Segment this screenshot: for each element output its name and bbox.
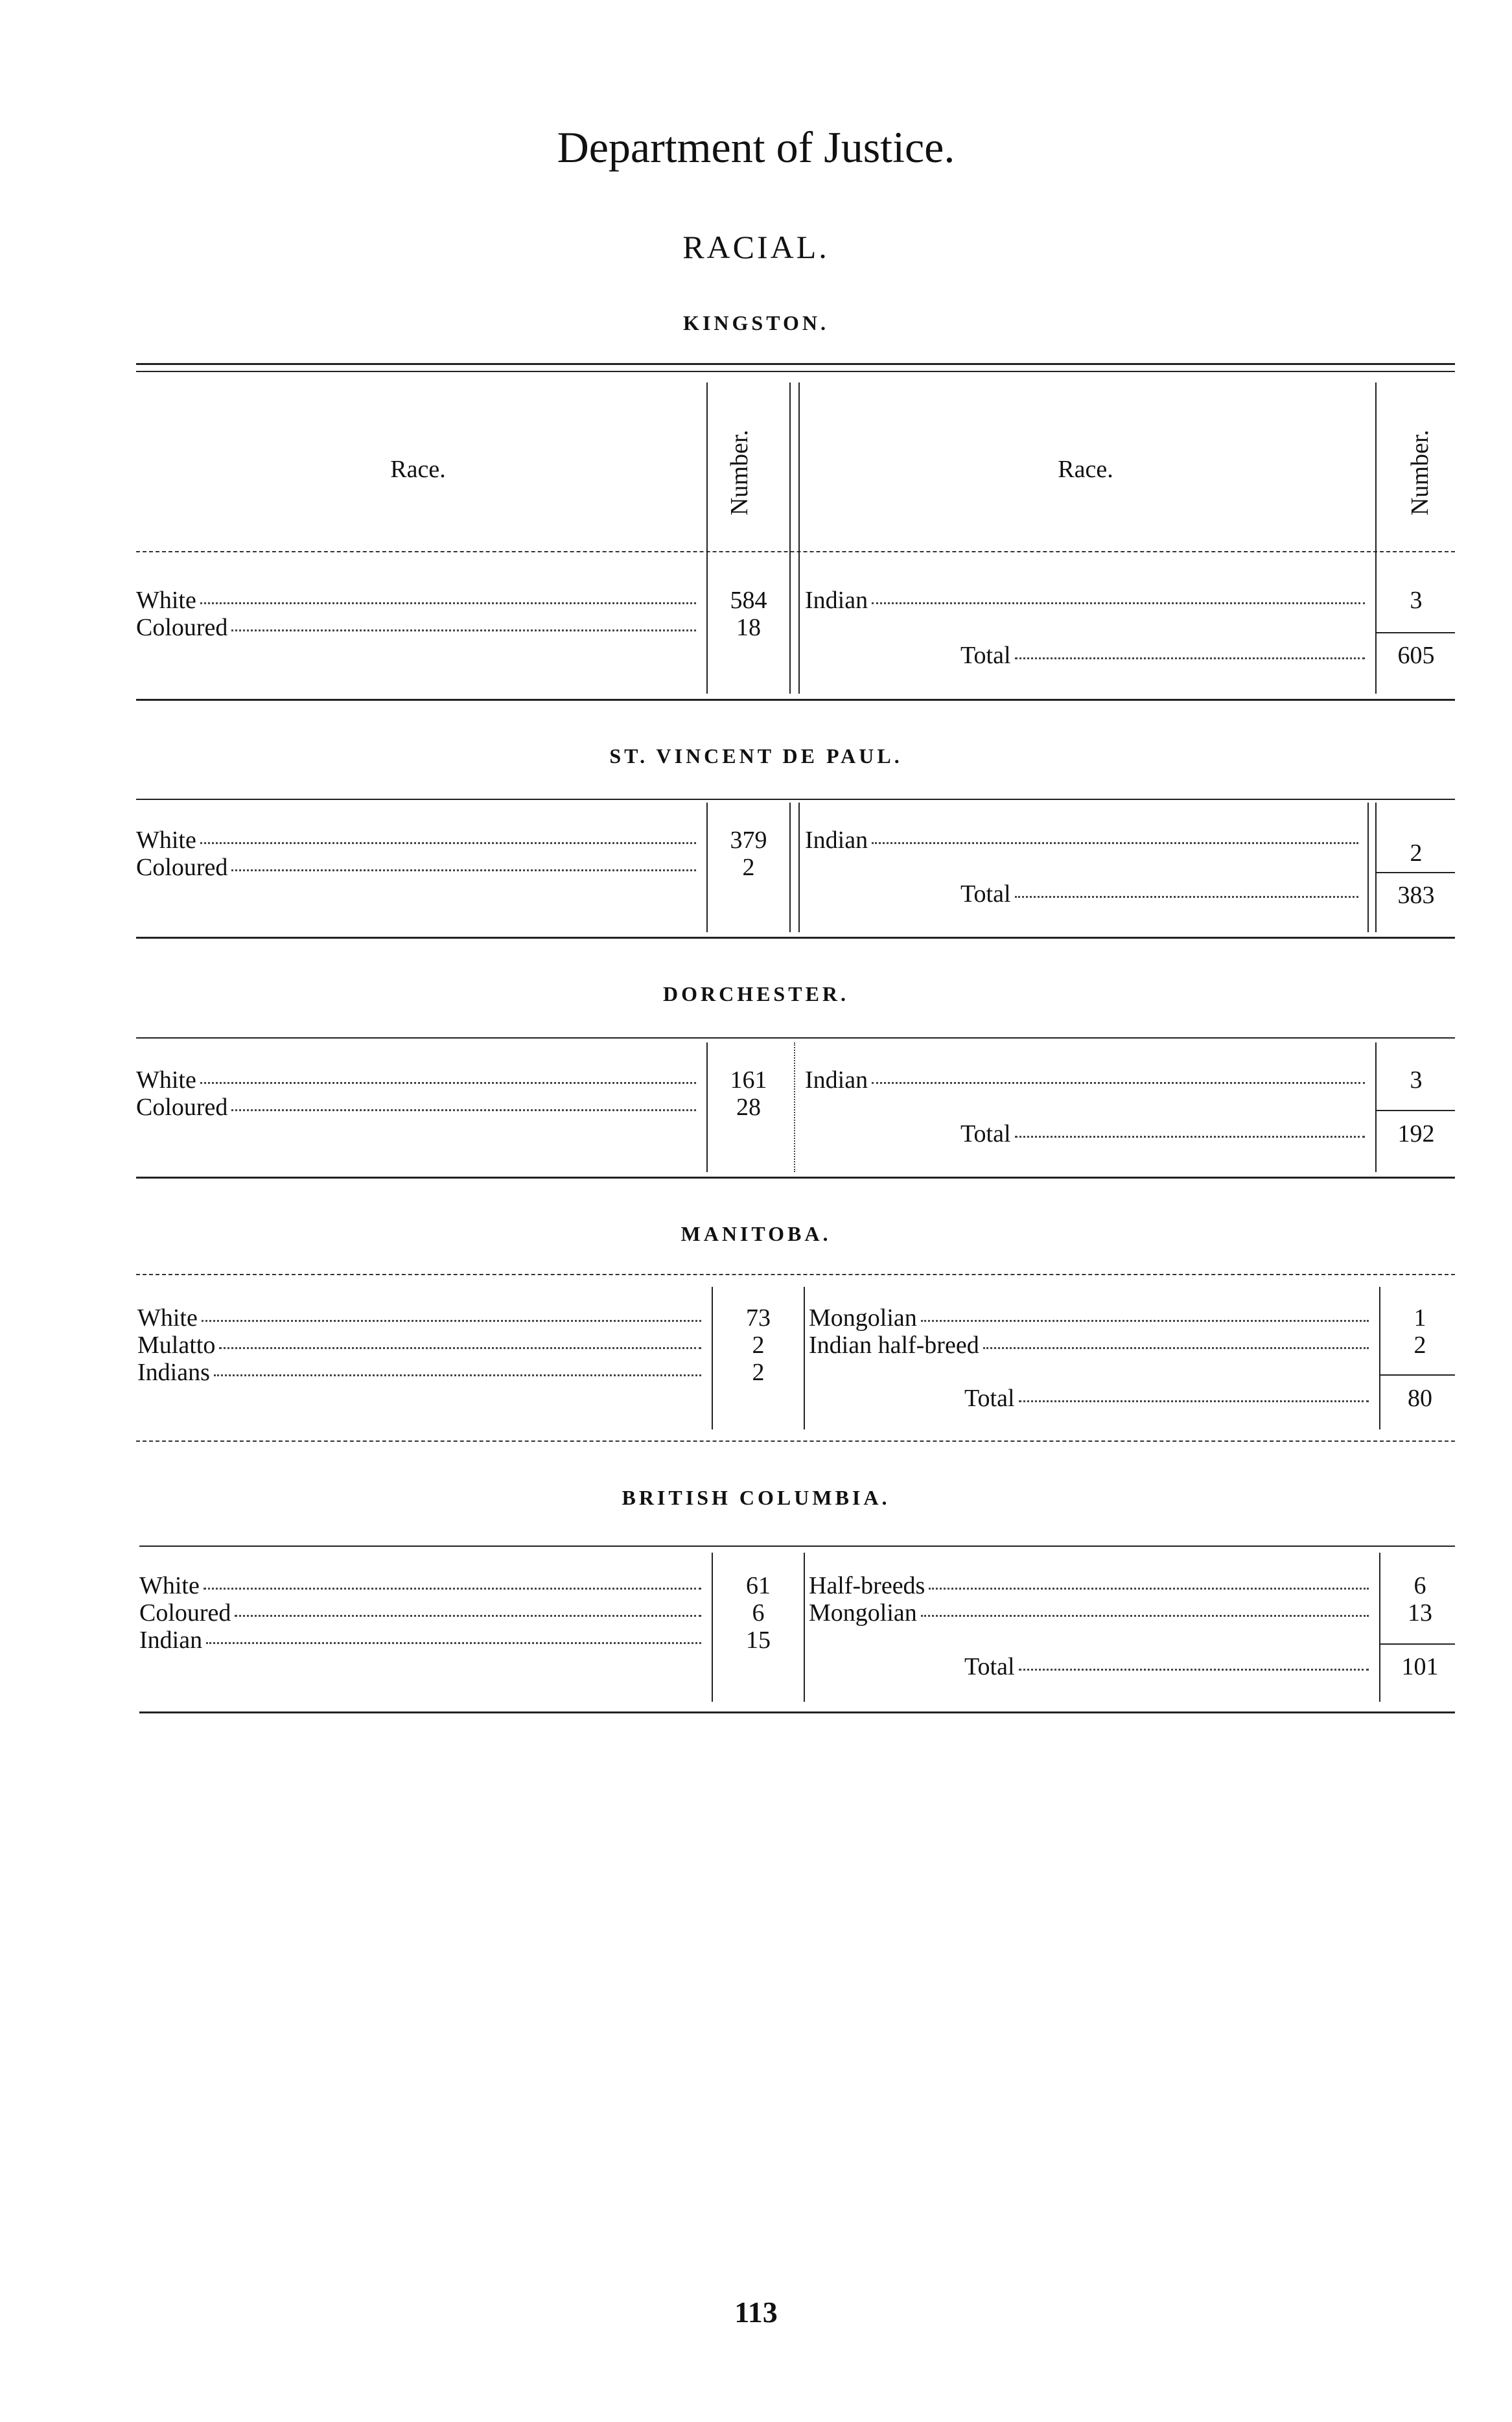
leader-dots <box>206 1642 701 1644</box>
table-row <box>136 1094 700 1121</box>
leader-dots <box>202 1320 701 1322</box>
leader-dots <box>1015 1136 1365 1138</box>
number-value: 61 <box>746 1572 771 1599</box>
number-value: 6 <box>1413 1572 1426 1599</box>
table-top-rule <box>136 363 1455 365</box>
number-value: 73 <box>746 1304 771 1332</box>
table-bottom-rule <box>136 937 1455 939</box>
leader-dots <box>1015 657 1365 659</box>
table-row <box>809 1599 1373 1627</box>
race-label: Mongolian <box>809 1599 917 1627</box>
leader-dots <box>921 1320 1369 1322</box>
table-row <box>136 827 700 854</box>
leader-dots <box>214 1374 701 1376</box>
number-value: 13 <box>1408 1599 1432 1627</box>
race-label: Mongolian <box>809 1304 917 1332</box>
number-value: 379 <box>730 827 767 854</box>
leader-dots <box>219 1347 701 1349</box>
race-label: Half-breeds <box>809 1572 925 1599</box>
number-value: 18 <box>736 614 761 641</box>
section-title-british-columbia: BRITISH COLUMBIA. <box>622 1486 890 1509</box>
leader-dots <box>204 1588 701 1590</box>
column-divider <box>1379 1553 1380 1702</box>
total-rule <box>1379 1643 1455 1645</box>
race-label: Coloured <box>136 614 228 641</box>
race-label: Indian <box>805 1066 868 1094</box>
column-divider <box>706 382 708 694</box>
table-bottom-rule <box>136 1177 1455 1179</box>
column-divider <box>706 803 708 932</box>
table-row <box>809 1304 1373 1332</box>
race-label: White <box>137 1304 198 1332</box>
total-row <box>809 1385 1373 1412</box>
leader-dots <box>1019 1400 1369 1402</box>
section-title-kingston: KINGSTON. <box>683 311 829 335</box>
leader-dots <box>872 1082 1365 1084</box>
table-bottom-rule <box>136 1440 1455 1442</box>
column-divider <box>1367 803 1369 932</box>
number-value: 584 <box>730 587 767 614</box>
leader-dots <box>983 1347 1369 1349</box>
leader-dots <box>231 629 696 631</box>
table-top-rule-inner <box>136 371 1455 372</box>
leader-dots <box>200 842 696 844</box>
number-value: 2 <box>742 854 755 881</box>
race-label: Coloured <box>136 1094 228 1121</box>
race-label: Indian <box>139 1627 203 1654</box>
table-row <box>136 587 700 614</box>
race-label: Mulatto <box>137 1332 216 1359</box>
leader-dots <box>231 869 696 871</box>
table-row <box>136 1066 700 1094</box>
table-row <box>805 827 1362 854</box>
number-value: 15 <box>746 1627 771 1654</box>
table-top-rule <box>139 1546 1455 1547</box>
total-rule <box>1375 632 1455 633</box>
table-row <box>137 1359 705 1386</box>
total-row <box>809 1653 1373 1680</box>
race-label: White <box>139 1572 200 1599</box>
leader-dots <box>231 1109 696 1111</box>
header-rule <box>136 551 1455 552</box>
leader-dots <box>872 602 1365 604</box>
race-label: Indian <box>805 587 868 614</box>
table-row <box>139 1627 705 1654</box>
table-bottom-rule <box>136 699 1455 701</box>
column-divider <box>804 1553 805 1702</box>
table-row <box>809 1572 1373 1599</box>
column-divider <box>1375 1042 1377 1172</box>
header-race-right: Race. <box>1058 456 1113 483</box>
number-value: 161 <box>730 1066 767 1094</box>
race-label: Indian half-breed <box>809 1332 979 1359</box>
leader-dots <box>200 602 696 604</box>
table-top-rule <box>136 799 1455 800</box>
total-row <box>805 642 1369 669</box>
column-divider <box>798 382 800 694</box>
total-rule <box>1375 872 1455 873</box>
number-value: 3 <box>1410 1066 1423 1094</box>
leader-dots <box>200 1082 696 1084</box>
table-row <box>805 587 1369 614</box>
column-divider <box>1375 803 1377 932</box>
total-value: 80 <box>1408 1385 1432 1412</box>
number-value: 2 <box>1410 840 1423 867</box>
number-value: 2 <box>752 1332 765 1359</box>
page-title: Department of Justice. <box>557 123 955 172</box>
table-row <box>805 1066 1369 1094</box>
table-row <box>136 854 700 881</box>
table-row <box>137 1332 705 1359</box>
total-value: 605 <box>1397 642 1435 669</box>
race-label: Coloured <box>136 854 228 881</box>
total-label: Total <box>960 642 1011 669</box>
header-race-left: Race. <box>390 456 446 483</box>
race-label: White <box>136 827 196 854</box>
total-label: Total <box>960 1120 1011 1147</box>
column-divider <box>789 382 791 694</box>
column-divider <box>712 1287 713 1429</box>
table-row <box>139 1572 705 1599</box>
section-title-st-vincent-de-paul: ST. VINCENT DE PAUL. <box>609 744 903 768</box>
number-value: 1 <box>1413 1304 1426 1332</box>
total-value: 192 <box>1397 1120 1435 1147</box>
table-row <box>136 614 700 641</box>
race-label: White <box>136 1066 196 1094</box>
table-row <box>139 1599 705 1627</box>
race-label: Coloured <box>139 1599 231 1627</box>
table-top-rule <box>136 1037 1455 1039</box>
leader-dots <box>921 1615 1369 1617</box>
number-value: 2 <box>1413 1332 1426 1359</box>
table-row <box>137 1304 705 1332</box>
column-divider <box>706 1042 708 1172</box>
column-divider <box>712 1553 713 1702</box>
total-row <box>805 1120 1369 1147</box>
section-title-dorchester: DORCHESTER. <box>662 982 850 1005</box>
number-value: 28 <box>736 1094 761 1121</box>
table-top-rule <box>136 1274 1455 1275</box>
leader-dots <box>872 842 1358 844</box>
leader-dots <box>235 1615 701 1617</box>
column-divider <box>1375 382 1377 694</box>
column-divider <box>789 803 791 932</box>
total-label: Total <box>960 880 1011 908</box>
column-divider <box>804 1287 805 1429</box>
leader-dots <box>1015 896 1358 898</box>
header-number-right: Number. <box>1406 430 1434 515</box>
column-divider <box>794 1042 795 1172</box>
table-bottom-rule <box>139 1711 1455 1713</box>
section-title-manitoba: MANITOBA. <box>680 1222 832 1245</box>
column-divider <box>798 803 800 932</box>
race-label: Indian <box>805 827 868 854</box>
total-label: Total <box>964 1653 1015 1680</box>
total-label: Total <box>964 1385 1015 1412</box>
leader-dots <box>1019 1669 1369 1671</box>
number-value: 3 <box>1410 587 1423 614</box>
total-value: 101 <box>1401 1653 1439 1680</box>
race-label: Indians <box>137 1359 210 1386</box>
page-subtitle: RACIAL. <box>682 229 830 265</box>
page-number: 113 <box>734 2296 778 2329</box>
total-rule <box>1379 1374 1455 1376</box>
race-label: White <box>136 587 196 614</box>
total-value: 383 <box>1397 882 1435 909</box>
leader-dots <box>929 1588 1369 1590</box>
table-row <box>809 1332 1373 1359</box>
number-value: 2 <box>752 1359 765 1386</box>
total-rule <box>1375 1110 1455 1111</box>
column-divider <box>1379 1287 1380 1429</box>
number-value: 6 <box>752 1599 765 1627</box>
total-row <box>805 880 1362 908</box>
header-number-left: Number. <box>726 430 753 515</box>
